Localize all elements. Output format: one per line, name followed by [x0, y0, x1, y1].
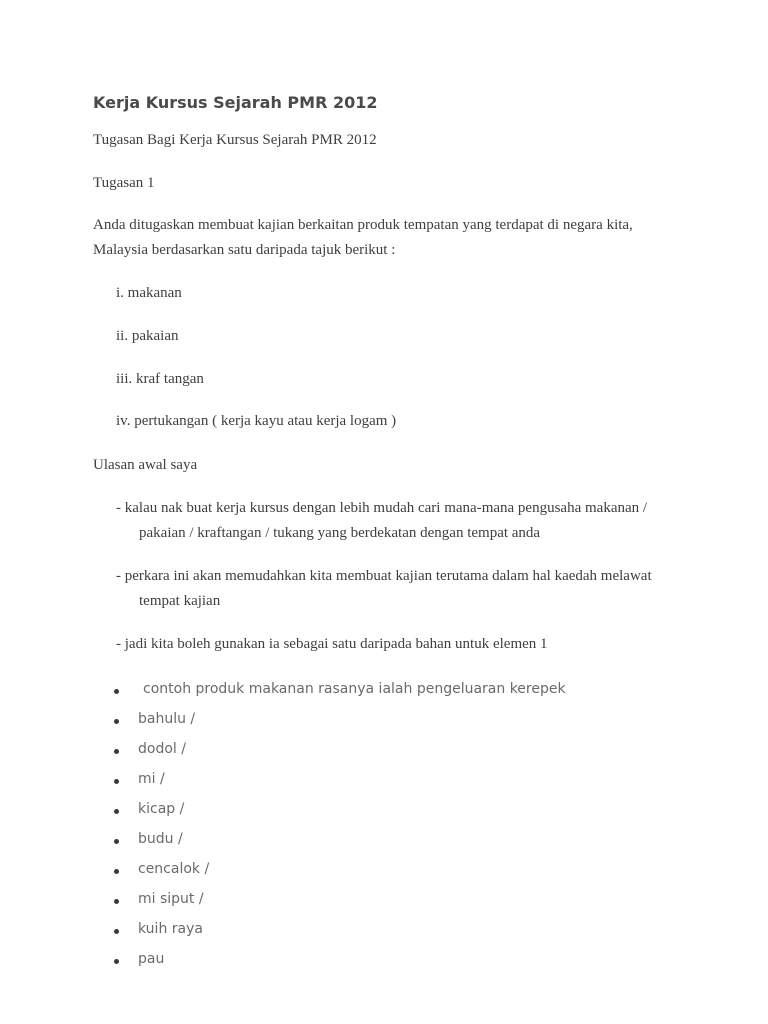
topic-item-kraf-tangan: iii. kraf tangan	[116, 371, 204, 387]
list-item-text: cencalok /	[138, 861, 210, 877]
list-item-text: mi siput /	[138, 891, 204, 907]
list-item-text: contoh produk makanan rasanya ialah pengeluaran kerepek	[143, 681, 566, 697]
review-note-2-line-1: - perkara ini akan memudahkan kita membuat kajian terutama dalam hal kaedah melawat	[116, 568, 652, 584]
intro-line-1: Anda ditugaskan membuat kajian berkaitan produk tempatan yang terdapat di negara kita,	[93, 217, 633, 233]
list-item-text: kicap /	[138, 801, 185, 817]
list-item-text: mi /	[138, 771, 165, 787]
review-note-3	[116, 632, 696, 657]
review-note-1-line-2: pakaian / kraftangan / tukang yang berdekatan dengan tempat anda	[139, 525, 541, 541]
topic-item-makanan: i. makanan	[116, 285, 182, 301]
bullet-icon	[114, 749, 119, 754]
bullet-icon	[114, 809, 119, 814]
bullet-icon	[114, 959, 119, 964]
document-title: Kerja Kursus Sejarah PMR 2012	[93, 93, 378, 112]
bullet-icon	[114, 839, 119, 844]
bullet-icon	[114, 869, 119, 874]
review-heading: Ulasan awal saya	[93, 457, 198, 473]
bullet-icon	[114, 899, 119, 904]
review-note-1-line-1: - kalau nak buat kerja kursus dengan lebih mudah cari mana-mana pengusaha makanan /	[116, 500, 648, 516]
task-label: Tugasan 1	[93, 175, 155, 191]
list-item-text: kuih raya	[138, 921, 203, 937]
review-note-3-line-1: - jadi kita boleh gunakan ia sebagai satu daripada bahan untuk elemen 1	[116, 636, 548, 652]
list-item-text: budu /	[138, 831, 183, 847]
review-note-1	[116, 496, 696, 546]
review-note-2	[116, 564, 696, 614]
topic-item-pakaian: ii. pakaian	[116, 328, 179, 344]
bullet-icon	[114, 779, 119, 784]
list-item-text: bahulu /	[138, 711, 196, 727]
review-note-2-line-2: tempat kajian	[139, 593, 221, 609]
bullet-icon	[114, 719, 119, 724]
document-subtitle: Tugasan Bagi Kerja Kursus Sejarah PMR 2012	[93, 132, 377, 148]
bullet-icon	[114, 929, 119, 934]
list-item-text: pau	[138, 951, 165, 967]
topic-item-pertukangan: iv. pertukangan ( kerja kayu atau kerja logam )	[116, 413, 397, 429]
intro-line-2: Malaysia berdasarkan satu daripada tajuk berikut :	[93, 242, 396, 258]
list-item-text: dodol /	[138, 741, 186, 757]
bullet-icon	[114, 689, 119, 694]
